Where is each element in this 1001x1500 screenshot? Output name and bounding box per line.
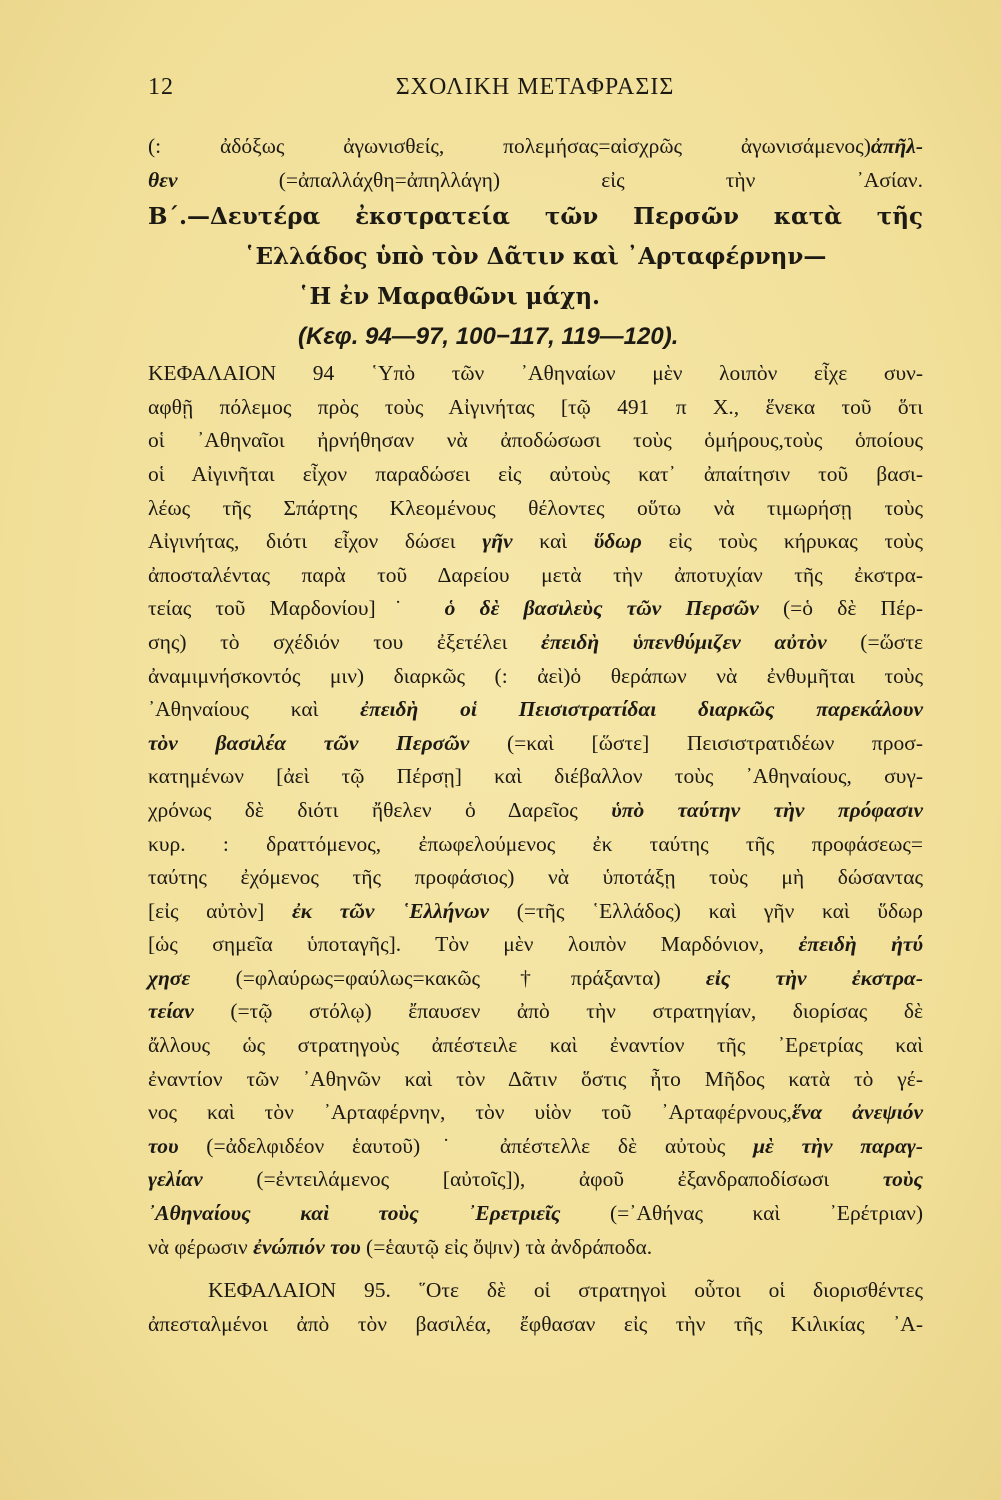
text-line [148,592,923,626]
emphasized-text: εἰς τὴν ἐκστρα- [705,965,923,990]
section-title-line-3: ῾Η ἐν Μαραθῶνι μάχη. [298,283,601,311]
emphasized-text: τὸν βασιλέα τῶν Περσῶν [148,730,470,755]
emphasized-text: χησε [148,965,191,990]
text-run: κατημένων [ἀεὶ τῷ Πέρσῃ] καὶ διέβαλλον τοὺς ᾿Αθηναίους, συγ- [148,764,923,789]
text-run: ἀναμιμνήσκοντός μιν) διαρκῶς (: ἀεὶ)ὁ θεράπων νὰ ἐνθυμῆται τοὺς [148,663,923,688]
text-line [148,130,923,164]
section-title-line-2: ῾Ελλάδος ὑπὸ τὸν Δᾶτιν καὶ ᾿Αρταφέρνην— [244,243,827,271]
text-line [148,492,923,526]
text-line [148,559,923,593]
text-run: Αἰγινήτας, διότι εἶχον δώσει [148,529,483,554]
text-run: (=φλαύρως=φαύλως=κακῶς†πράξαντα) [190,965,706,990]
text-run: (=ὥστε [826,629,923,654]
text-run: τείας τοῦ Μαρδονίου]˙ [148,596,445,621]
text-line [148,424,923,458]
text-line [148,1063,923,1097]
emphasized-text: ᾿Αθηναίους καὶ τοὺς ᾿Ερετριεῖς [148,1201,561,1226]
text-line [148,828,923,862]
emphasized-text: ἐκ τῶν ῾Ελλήνων [291,898,490,923]
emphasized-text: γελίαν [148,1167,203,1192]
text-run: ἐναντίον τῶν ᾿Αθηνῶν καὶ τὸν Δᾶτιν ὅστις ἦτο Μῆδος κατὰ τὸ γέ- [148,1066,923,1091]
text-line [148,357,923,391]
emphasized-text: τοὺς [882,1167,923,1192]
section-title-line-1: Β΄.—Δευτέρα ἐκστρατεία τῶν Περσῶν κατὰ τῆς [148,203,923,231]
text-run: (: ἀδόξως ἀγωνισθείς, πολεμήσας=αἰσχρῶς ἀγωνισάμενος) [148,134,871,158]
emphasized-text: τείαν [148,999,194,1024]
text-line [148,1231,923,1265]
chapter-95-paragraph [148,1274,923,1341]
text-run: (=τῆς ῾Ελλάδος) καὶ γῆν καὶ ὕδωρ [489,898,923,923]
text-run: (=ἑαυτῷ εἰς ὄψιν) τὰ ἀνδράποδα. [360,1234,653,1259]
text-run: (=᾿Αθήνας καὶ ᾿Ερέτριαν) [560,1201,924,1226]
emphasized-text: ὕδωρ [593,529,642,554]
text-run: (=ἀδελφιδέον ἑαυτοῦ)˙ ἀπέστελλε δὲ αὐτοὺς [178,1133,754,1158]
text-line [148,895,923,929]
text-line [148,928,923,962]
text-line [148,794,923,828]
text-line [148,1197,923,1231]
text-line [148,995,923,1029]
text-run: σης) τὸ σχέδιόν του ἐξετέλει [148,629,541,654]
emphasized-text: ἐπειδὴ οἱ Πεισιστρατίδαι διαρκῶς παρεκάλουν [360,697,923,722]
text-run: (=τῷ στόλῳ) ἔπαυσεν ἀπὸ τὴν στρατηγίαν, διορίσας δὲ [193,999,923,1024]
text-line [148,1029,923,1063]
text-line [148,1163,923,1197]
text-run: νὰ φέρωσιν [148,1234,254,1259]
text-run: ἀποσταλέντας παρὰ τοῦ Δαρείου μετὰ τὴν ἀποτυχίαν τῆς ἐκστρα- [148,562,923,587]
text-line [148,458,923,492]
text-run: (=ἀπαλλάχθη=ἀπηλλάγη) εἰς τὴν ᾿Ασίαν. [177,167,923,192]
text-line [148,760,923,794]
intro-paragraph [148,130,923,197]
page-body [148,130,923,1341]
text-run: ΚΕΦΑΛΑΙΟΝ 94 ῾Υπὸ τῶν ᾿Αθηναίων μὲν λοιπὸν εἶχε συν- [148,361,923,386]
emphasized-text: ἕνα ἀνεψιόν [791,1100,924,1125]
text-line [148,1130,923,1164]
running-title: ΣΧΟΛΙΚΗ ΜΕΤΑΦΡΑΣΙΣ [395,74,675,100]
text-line [148,1096,923,1130]
chapter-references: (Κεφ. 94—97, 100−117, 119—120). [298,323,679,351]
text-run: αφθῇ πόλεμος πρὸς τοὺς Αἰγινήτας [τῷ 491 π Χ., ἕνεκα τοῦ ὅτι [148,394,923,419]
emphasized-text: ἐπειδὴ ὑπενθύμιζεν αὐτὸν [541,629,827,654]
text-run: ταύτης ἐχόμενος τῆς προφάσιος) νὰ ὑποτάξῃ τοὺς μὴ δώσαντας [148,865,923,890]
text-run: οἱ ᾿Αθηναῖοι ἠρνήθησαν νὰ ἀποδώσωσι τοὺς ὁμήρους,τοὺς ὁποίους [148,428,923,453]
text-line [148,525,923,559]
text-run: εἰς τοὺς κήρυκας τοὺς [641,529,923,554]
emphasized-text: ἐπειδὴ ἠτύ [798,932,923,957]
text-run: ἄλλους ὡς στρατηγοὺς ἀπέστειλε καὶ ἐναντίον τῆς ᾿Ερετρίας καὶ [148,1033,923,1058]
text-run: (=ὁ δὲ Πέρ- [758,596,924,621]
text-line [148,861,923,895]
text-run: οἱ Αἰγινῆται εἶχον παραδώσει εἰς αὐτοὺς κατ᾿ ἀπαίτησιν τοῦ βασι- [148,461,923,486]
text-run: [εἰς αὐτὸν] [148,898,292,923]
text-run: [ὡς σημεῖα ὑποταγῆς]. Τὸν μὲν λοιπὸν Μαρδόνιον, [148,932,799,957]
text-run: ΚΕΦΑΛΑΙΟΝ 95. ῞Οτε δὲ οἱ στρατηγοὶ οὗτοι οἱ διορισθέντες [208,1278,923,1303]
emphasized-text: ἐνώπιόν του [253,1234,361,1259]
text-line [148,1274,923,1308]
text-run: καὶ [512,529,594,554]
text-run: χρόνως δὲ διότι ἤθελεν ὁ Δαρεῖος [148,797,612,822]
chapter-94-paragraph [148,357,923,1264]
emphasized-text: μὲ τὴν παραγ- [753,1133,923,1158]
text-line [148,660,923,694]
text-line [148,626,923,660]
text-run: (=ἐντειλάμενος [αὐτοῖς]), ἀφοῦ ἐξανδραποδίσωσι [202,1167,883,1192]
text-run: (=καὶ [ὥστε] Πεισιστρατιδέων προσ- [469,730,923,755]
emphasized-text: του [148,1133,179,1158]
text-line [148,727,923,761]
emphasized-text: ὑπὸ ταύτην τὴν πρόφασιν [611,797,923,822]
page-header [140,74,930,106]
text-run: νος καὶ τὸν ᾿Αρταφέρνην, τὸν υἱὸν τοῦ ᾿Αρταφέρνους, [148,1100,792,1125]
emphasized-text: θεν [148,167,178,192]
emphasized-text: ὁ δὲ βασιλεὺς τῶν Περσῶν [444,596,759,621]
text-run: ἀπεσταλμένοι ἀπὸ τὸν βασιλέα, ἔφθασαν εἰς τὴν τῆς Κιλικίας ᾿Α- [148,1311,923,1336]
emphasized-text: γῆν [482,529,513,554]
text-run: κυρ. : δραττόμενος, ἐπωφελούμενος ἐκ ταύτης τῆς προφάσεως= [148,831,923,856]
text-run: λέως τῆς Σπάρτης Κλεομένους θέλοντες οὕτω νὰ τιμωρήσῃ τοὺς [148,495,923,520]
text-run: ᾿Αθηναίους καὶ [148,697,361,722]
text-line [148,1308,923,1342]
text-line [148,164,923,198]
emphasized-text: ἀπῆλ- [870,134,923,158]
page-number: 12 [148,74,174,100]
text-line [148,962,923,996]
text-line [148,693,923,727]
text-line [148,391,923,425]
